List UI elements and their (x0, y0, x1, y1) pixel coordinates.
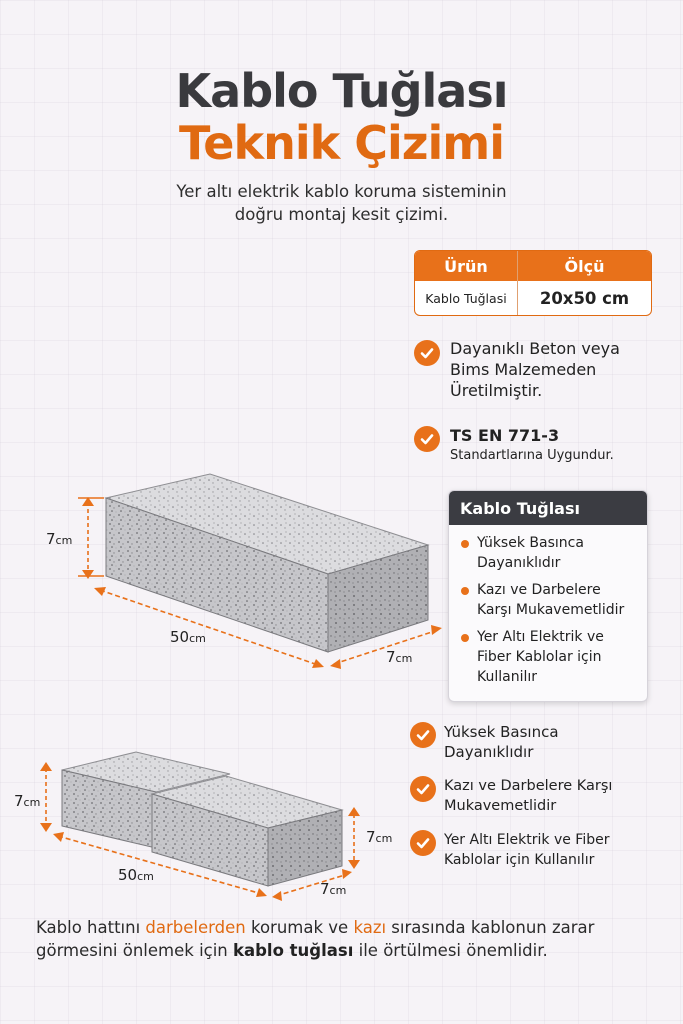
arrow-icon (330, 659, 341, 669)
dim-value: 7 (14, 792, 24, 810)
feature-text: Kablolar için Kullanılır (444, 852, 595, 868)
list-item-text: Dayanıklıdır (477, 555, 561, 571)
list-item-text: Yer Altı Elektrik ve (477, 629, 604, 645)
dim-unit: cm (55, 534, 73, 547)
check-icon (410, 830, 436, 856)
list-item-text: Karşı Mukavemetlidir (477, 602, 625, 618)
brick-2 (40, 752, 360, 901)
footer-text: ile örtülmesi önemlidir. (353, 941, 548, 960)
feature-text: TS EN 771-3 (450, 426, 560, 445)
feature-bottom-3 (410, 830, 609, 870)
dim-label-height-2a (14, 792, 40, 810)
dim-unit: cm (189, 632, 206, 645)
arrow-icon (40, 762, 52, 771)
spec-header-product: Ürün (415, 251, 518, 281)
feature-text: Üretilmiştir. (450, 381, 543, 400)
dim-unit: cm (137, 870, 154, 883)
page-title-accent: Teknik Çizimi (179, 116, 504, 170)
footer-highlight: darbelerden (145, 918, 246, 937)
list-item-text: Kullanilır (477, 669, 538, 685)
dim-label-width-1 (386, 648, 412, 666)
feature-text: Kazı ve Darbelere Karşı (444, 778, 613, 794)
dim-value: 7 (366, 828, 376, 846)
dim-label-height-2b (366, 828, 392, 846)
dim-unit: cm (23, 796, 41, 809)
feature-text: Yüksek Basınca (444, 723, 559, 741)
dim-unit: cm (329, 884, 347, 897)
subtitle-line-1: Yer altı elektrik kablo koruma sisteminin (176, 182, 507, 201)
arrow-icon (342, 869, 352, 879)
feature-bottom-2 (410, 776, 612, 816)
list-item-text: Fiber Kablolar için (477, 649, 602, 665)
footer-text: Kablo hattını (36, 918, 146, 937)
check-icon (410, 776, 436, 802)
footer-text: korumak ve (245, 918, 354, 937)
footer-highlight: kazı (353, 918, 387, 937)
feature-text: Dayanıklıdır (444, 743, 534, 761)
arrow-icon (256, 888, 267, 897)
check-icon (410, 722, 436, 748)
feature-text: Dayanıklı Beton veya (450, 339, 620, 358)
dim-unit: cm (395, 652, 413, 665)
list-item-text: Kazı ve Darbelere (477, 582, 601, 598)
dim-value: 50 (118, 866, 138, 884)
brick-1 (78, 474, 442, 669)
footer-note (36, 916, 666, 962)
dim-label-length-2 (118, 866, 154, 884)
arrow-icon (82, 570, 94, 579)
feature-text: Bims Malzemeden (450, 360, 597, 379)
info-card-title: Kablo Tuğlası (449, 491, 647, 525)
arrow-icon (40, 823, 52, 832)
dim-label-length-1 (170, 628, 206, 646)
feature-bottom-1 (410, 722, 559, 762)
arrow-icon (431, 625, 442, 635)
footer-text: sırasında kablonun zarar görmesini önlemek için (36, 918, 595, 960)
dim-value: 7 (320, 880, 330, 898)
dim-label-height-1 (46, 530, 72, 548)
page-title: Kablo Tuğlası (175, 64, 508, 118)
subtitle-line-2: doğru montaj kesit çizimi. (234, 205, 449, 224)
dim-value: 7 (386, 648, 396, 666)
spec-product-cell: Kablo Tuğlasi (415, 281, 518, 315)
dim-value: 50 (170, 628, 190, 646)
dim-unit: cm (375, 832, 393, 845)
spec-header-size: Ölçü (564, 256, 605, 276)
arrow-icon (348, 860, 360, 869)
footer-bold: kablo tuğlası (233, 941, 354, 960)
arrow-icon (272, 891, 282, 901)
feature-text: Standartlarına Uygundur. (450, 448, 614, 463)
feature-text: Mukavemetlidir (444, 798, 557, 814)
arrow-icon (53, 832, 64, 842)
dim-value: 7 (46, 530, 56, 548)
feature-text: Yer Altı Elektrik ve Fiber (444, 832, 610, 848)
list-item-text: Yüksek Basınca (477, 535, 584, 551)
arrow-icon (348, 807, 360, 816)
spec-size-cell: 20x50 cm (539, 288, 630, 308)
dim-label-width-2 (320, 880, 346, 898)
